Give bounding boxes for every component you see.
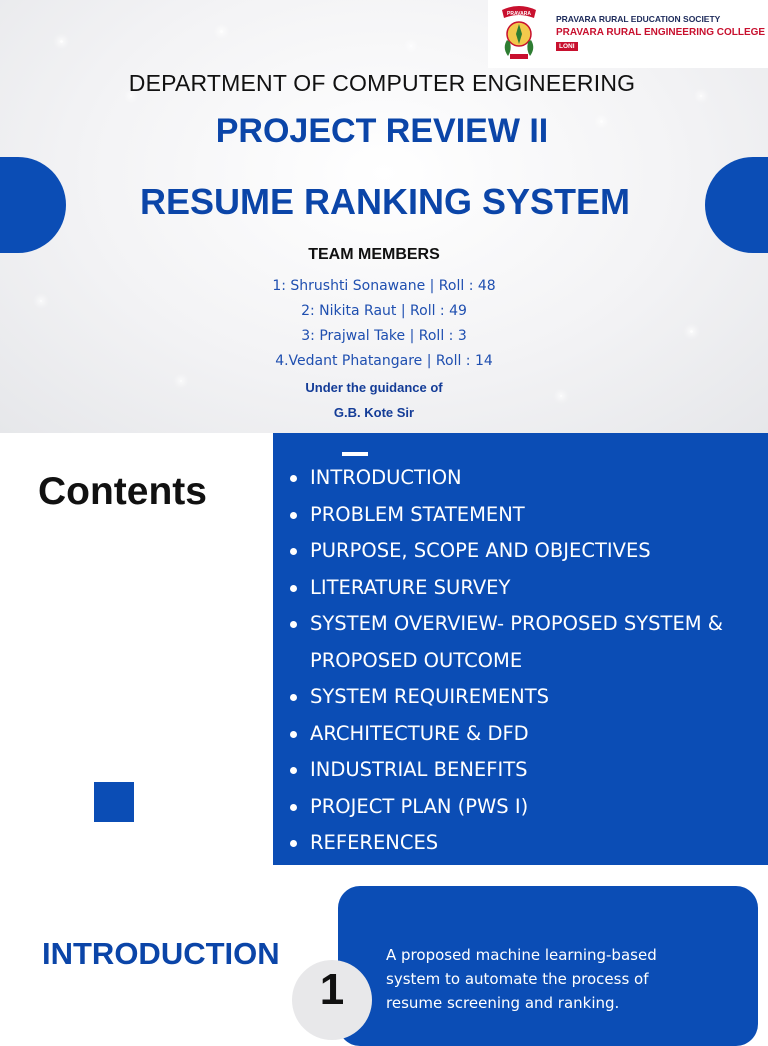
contents-item: SYSTEM OVERVIEW- PROPOSED SYSTEM & — [290, 606, 760, 643]
team-members-heading: TEAM MEMBERS — [308, 246, 440, 263]
contents-item: REFERENCES — [290, 825, 760, 862]
title-section — [0, 0, 768, 433]
bullet-icon — [290, 621, 297, 628]
college-name: PRAVARA RURAL ENGINEERING COLLEGE — [556, 27, 766, 38]
bullet-icon — [290, 694, 297, 701]
college-logo — [488, 0, 768, 68]
team-member: 3: Prajwal Take | Roll : 3 — [301, 328, 467, 344]
contents-item: INDUSTRIAL BENEFITS — [290, 752, 760, 789]
panel-dash-divider — [342, 452, 368, 456]
guide-name: G.B. Kote Sir — [333, 405, 415, 420]
contents-item: PROJECT PLAN (PWS I) — [290, 789, 760, 826]
bullet-icon — [290, 767, 297, 774]
contents-item: ARCHITECTURE & DFD — [290, 716, 760, 753]
bullet-icon — [290, 804, 297, 811]
team-member: 2: Nikita Raut | Roll : 49 — [301, 303, 467, 319]
contents-item: PROBLEM STATEMENT — [290, 497, 760, 534]
decorative-square — [94, 782, 134, 822]
bullet-icon — [290, 585, 297, 592]
contents-item: PURPOSE, SCOPE AND OBJECTIVES — [290, 533, 760, 570]
contents-heading: Contents — [38, 470, 207, 513]
svg-text:PRAVARA: PRAVARA — [507, 11, 531, 17]
team-member: 4.Vedant Phatangare | Roll : 14 — [275, 353, 493, 369]
guidance-label: Under the guidance of — [305, 380, 443, 395]
team-member: 1: Shrushti Sonawane | Roll : 48 — [272, 278, 496, 294]
college-emblem-icon — [496, 4, 542, 62]
bullet-icon — [290, 512, 297, 519]
bullet-icon — [290, 548, 297, 555]
contents-item-continuation: PROPOSED OUTCOME — [310, 648, 523, 672]
contents-list — [290, 460, 760, 862]
society-name: PRAVARA RURAL EDUCATION SOCIETY — [556, 14, 721, 24]
bullet-icon — [290, 840, 297, 847]
project-title: RESUME RANKING SYSTEM — [139, 181, 631, 222]
section-number: 1 — [319, 965, 345, 1014]
contents-item: INTRODUCTION — [290, 460, 760, 497]
bullet-icon — [290, 731, 297, 738]
introduction-text: A proposed machine learning-based system to automate the process of resume screening and ranking. — [386, 946, 657, 1012]
bullet-icon — [290, 475, 297, 482]
contents-item: LITERATURE SURVEY — [290, 570, 760, 607]
review-heading: PROJECT REVIEW II — [215, 112, 549, 150]
introduction-heading: INTRODUCTION — [42, 936, 280, 971]
location-tag: LONI — [556, 42, 578, 51]
department-heading: DEPARTMENT OF COMPUTER ENGINEERING — [128, 70, 636, 96]
contents-item: SYSTEM REQUIREMENTS — [290, 679, 760, 716]
